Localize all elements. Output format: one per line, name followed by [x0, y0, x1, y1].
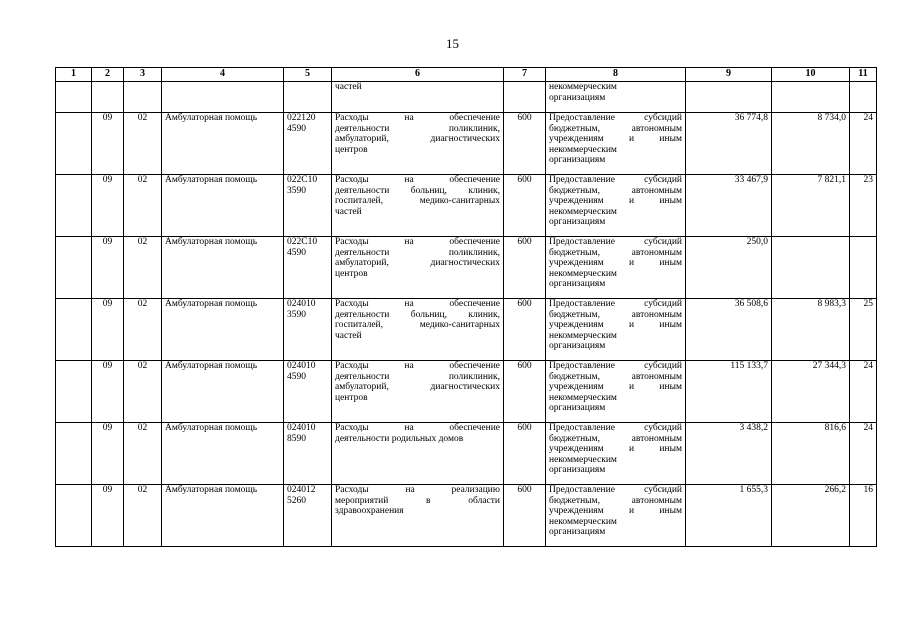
- cell-section: 09: [92, 361, 124, 423]
- cell-purpose: частей: [332, 82, 504, 113]
- cell-purpose: Расходы на обеспечение деятельности больниц, клиник, госпиталей, медико-санитарных частей: [332, 299, 504, 361]
- table-row: [56, 299, 877, 361]
- cell-expense-type-code: 600: [504, 113, 546, 175]
- cell-percent: [850, 237, 877, 299]
- cell-recipient: Предоставление субсидий бюджетным, автономным учреждениям и иным некоммерческим организациям: [546, 237, 686, 299]
- cell-col1: [56, 485, 92, 547]
- col-header-11: 11: [850, 68, 877, 82]
- cell-amount-actual: 8 734,0: [772, 113, 850, 175]
- cell-amount-plan: 250,0: [686, 237, 772, 299]
- cell-col1: [56, 113, 92, 175]
- col-header-10: 10: [772, 68, 850, 82]
- cell-purpose: Расходы на реализацию мероприятий в области здравоохранения: [332, 485, 504, 547]
- cell-col1: [56, 361, 92, 423]
- cell-recipient: Предоставление субсидий бюджетным, автономным учреждениям и иным некоммерческим организациям: [546, 299, 686, 361]
- cell-col1: [56, 423, 92, 485]
- cell-subsection: 02: [124, 361, 162, 423]
- cell-section: 09: [92, 175, 124, 237]
- table-row: [56, 361, 877, 423]
- cell-percent: 16: [850, 485, 877, 547]
- cell-col1: [56, 299, 92, 361]
- cell-section: 09: [92, 299, 124, 361]
- col-header-1: 1: [56, 68, 92, 82]
- col-header-2: 2: [92, 68, 124, 82]
- cell-target-code: 024012 5260: [284, 485, 332, 547]
- cell-expense-type-code: 600: [504, 485, 546, 547]
- cell-amount-plan: 36 508,6: [686, 299, 772, 361]
- table-row: [56, 175, 877, 237]
- cell-amount-actual: 8 983,3: [772, 299, 850, 361]
- cell-percent: 24: [850, 113, 877, 175]
- cell-amount-actual: 816,6: [772, 423, 850, 485]
- cell-amount-plan: 3 438,2: [686, 423, 772, 485]
- cell-recipient: Предоставление субсидий бюджетным, автономным учреждениям и иным некоммерческим организациям: [546, 361, 686, 423]
- cell-purpose: Расходы на обеспечение деятельности поликлиник, амбулаторий, диагностических центров: [332, 113, 504, 175]
- cell-recipient: Предоставление субсидий бюджетным, автономным учреждениям и иным некоммерческим организациям: [546, 175, 686, 237]
- cell-target-code: 024010 3590: [284, 299, 332, 361]
- continuation-row: [56, 82, 877, 113]
- cell-target-code: 022120 4590: [284, 113, 332, 175]
- col-header-4: 4: [162, 68, 284, 82]
- header-row: [56, 68, 877, 82]
- cell-target-code: 022С10 3590: [284, 175, 332, 237]
- table-row: [56, 113, 877, 175]
- cell-percent: 25: [850, 299, 877, 361]
- table-row: [56, 423, 877, 485]
- cell-amount-actual: 266,2: [772, 485, 850, 547]
- cell-purpose: Расходы на обеспечение деятельности больниц, клиник, госпиталей, медико-санитарных частей: [332, 175, 504, 237]
- cell-subsection: 02: [124, 423, 162, 485]
- col-header-6: 6: [332, 68, 504, 82]
- cell-section-name: Амбулаторная помощь: [162, 299, 284, 361]
- cell-expense-type-code: 600: [504, 423, 546, 485]
- cell-section: 09: [92, 423, 124, 485]
- cell-subsection: 02: [124, 175, 162, 237]
- cell-amount-plan: 36 774,8: [686, 113, 772, 175]
- cell-section-name: Амбулаторная помощь: [162, 423, 284, 485]
- cell-percent: 23: [850, 175, 877, 237]
- cell-expense-type-code: 600: [504, 237, 546, 299]
- cell-target-code: 022С10 4590: [284, 237, 332, 299]
- table-row: [56, 237, 877, 299]
- cell-target-code: 024010 8590: [284, 423, 332, 485]
- cell-amount-actual: [772, 237, 850, 299]
- col-header-7: 7: [504, 68, 546, 82]
- budget-table: [55, 67, 877, 547]
- cell-section-name: Амбулаторная помощь: [162, 485, 284, 547]
- page-number: 15: [446, 36, 459, 51]
- cell-recipient: Предоставление субсидий бюджетным, автономным учреждениям и иным некоммерческим организациям: [546, 113, 686, 175]
- cell-purpose: Расходы на обеспечение деятельности поликлиник, амбулаторий, диагностических центров: [332, 237, 504, 299]
- col-header-3: 3: [124, 68, 162, 82]
- cell-amount-actual: 7 821,1: [772, 175, 850, 237]
- cell-section: 09: [92, 237, 124, 299]
- cell-amount-plan: 33 467,9: [686, 175, 772, 237]
- cell-percent: 24: [850, 361, 877, 423]
- cell-amount-actual: 27 344,3: [772, 361, 850, 423]
- cell-amount-plan: 115 133,7: [686, 361, 772, 423]
- cell-purpose: Расходы на обеспечение деятельности родильных домов: [332, 423, 504, 485]
- cell-section-name: Амбулаторная помощь: [162, 175, 284, 237]
- cell-section-name: Амбулаторная помощь: [162, 237, 284, 299]
- cell-expense-type-code: 600: [504, 175, 546, 237]
- cell-subsection: 02: [124, 299, 162, 361]
- cell-purpose: Расходы на обеспечение деятельности поликлиник, амбулаторий, диагностических центров: [332, 361, 504, 423]
- col-header-8: 8: [546, 68, 686, 82]
- col-header-5: 5: [284, 68, 332, 82]
- cell-section-name: Амбулаторная помощь: [162, 361, 284, 423]
- cell-section: 09: [92, 113, 124, 175]
- cell-section: 09: [92, 485, 124, 547]
- cell-recipient: Предоставление субсидий бюджетным, автономным учреждениям и иным некоммерческим организациям: [546, 423, 686, 485]
- cell-expense-type-code: 600: [504, 299, 546, 361]
- cell-col1: [56, 237, 92, 299]
- cell-amount-plan: 1 655,3: [686, 485, 772, 547]
- cell-recipient: некоммерческим организациям: [546, 82, 686, 113]
- cell-subsection: 02: [124, 485, 162, 547]
- col-header-9: 9: [686, 68, 772, 82]
- table-row: [56, 485, 877, 547]
- cell-subsection: 02: [124, 237, 162, 299]
- cell-subsection: 02: [124, 113, 162, 175]
- cell-col1: [56, 175, 92, 237]
- cell-expense-type-code: 600: [504, 361, 546, 423]
- cell-percent: 24: [850, 423, 877, 485]
- cell-section-name: Амбулаторная помощь: [162, 113, 284, 175]
- cell-target-code: 024010 4590: [284, 361, 332, 423]
- cell-recipient: Предоставление субсидий бюджетным, автономным учреждениям и иным некоммерческим организациям: [546, 485, 686, 547]
